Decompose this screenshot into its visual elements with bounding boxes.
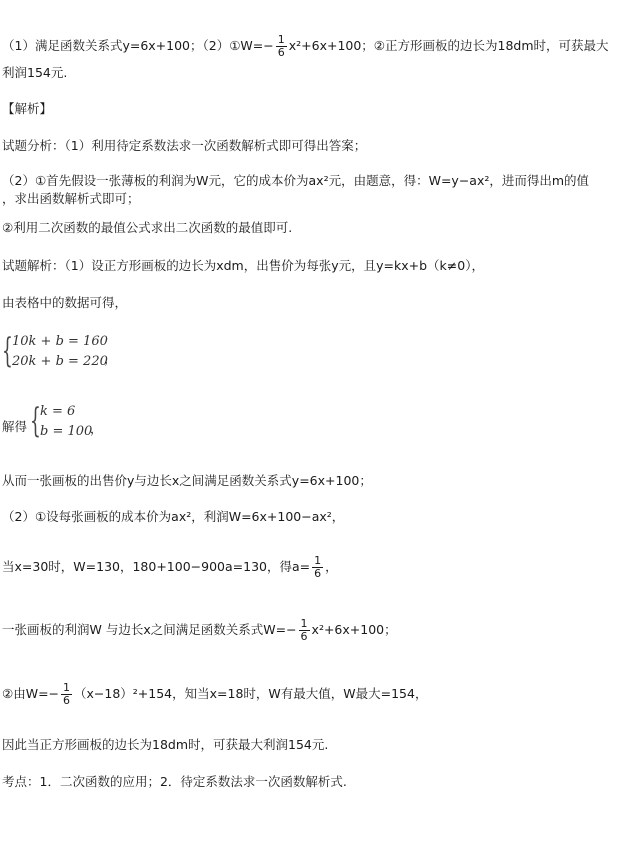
- line5-tail: ，: [325, 559, 338, 574]
- answer-line-2: 利润154元.: [2, 65, 68, 80]
- fraction-numerator: 1: [63, 681, 71, 694]
- analysis-line-2: （2）①首先假设一张薄板的利润为W元，它的成本价为ax²元，由题意，得：W=y−ax²，进而得出m的值: [2, 173, 590, 188]
- fraction-numerator: 1: [300, 617, 308, 630]
- fraction-numerator: 1: [277, 33, 285, 46]
- line5-fraction: [312, 555, 323, 580]
- solution-line-5: [2, 555, 338, 580]
- system1-eq2: 20k + b = 220: [12, 354, 108, 369]
- system1-tail: ，: [104, 351, 117, 366]
- analysis-line-4: ②利用二次函数的最值公式求出二次函数的最值即可.: [2, 220, 293, 235]
- line7-text: ②由W=−: [2, 686, 60, 701]
- fraction-numerator: 1: [314, 554, 322, 567]
- fraction-denominator: 6: [300, 630, 308, 643]
- solution-line-2: 由表格中的数据可得，: [2, 295, 128, 310]
- line6-text: 一张画板的利润W 与边长x之间满足函数关系式W=−: [2, 622, 297, 637]
- solution-line-6: [2, 618, 397, 643]
- analysis-line-3: ，求出函数解析式即可；: [2, 191, 140, 206]
- fraction-denominator: 6: [314, 567, 322, 580]
- solution-line-3: 从而一张画板的出售价y与边长x之间满足函数关系式y=6x+100；: [2, 473, 372, 488]
- solution-line-4: （2）①设每张画板的成本价为ax²，利润W=6x+100−ax²，: [2, 509, 345, 524]
- analysis-line-1: 试题分析：（1）利用待定系数法求一次函数解析式即可得出答案；: [2, 138, 367, 153]
- left-brace: {: [30, 401, 41, 441]
- solution-line-8: 因此当正方形画板的边长为18dm时，可获最大利润154元.: [2, 737, 329, 752]
- fraction-denominator: 6: [63, 694, 71, 707]
- answer-line-1: [2, 34, 609, 59]
- line7-tail: （x−18）²+154，知当x=18时，W有最大值，W最大=154，: [74, 686, 428, 701]
- system2-eq1: k = 6: [40, 404, 76, 419]
- analysis-header: 【解析】: [2, 101, 53, 116]
- system2-tail: ，: [90, 421, 103, 436]
- system2-eq2: b = 100: [40, 424, 93, 439]
- solution-line-7: [2, 682, 427, 707]
- system1-eq1: 10k + b = 160: [12, 334, 108, 349]
- line5-text: 当x=30时，W=130，180+100−900a=130，得a=: [2, 559, 311, 574]
- solution-line-9: 考点：1．二次函数的应用；2．待定系数法求一次函数解析式.: [2, 774, 347, 789]
- answer-part2: x²+6x+100；②正方形画板的边长为18dm时，可获最大: [288, 38, 609, 53]
- answer-fraction: [276, 34, 287, 59]
- left-brace: {: [2, 331, 13, 371]
- solution-line-1: 试题解析：（1）设正方形画板的边长为xdm，出售价为每张y元，且y=kx+b（k≠0），: [2, 258, 484, 273]
- line7-fraction: [61, 682, 72, 707]
- line6-fraction: [299, 618, 310, 643]
- fraction-denominator: 6: [277, 46, 285, 59]
- solve-label: 解得: [2, 419, 28, 434]
- answer-part1: （1）满足函数关系式y=6x+100；（2）①W=−: [2, 38, 274, 53]
- line6-tail: x²+6x+100；: [311, 622, 397, 637]
